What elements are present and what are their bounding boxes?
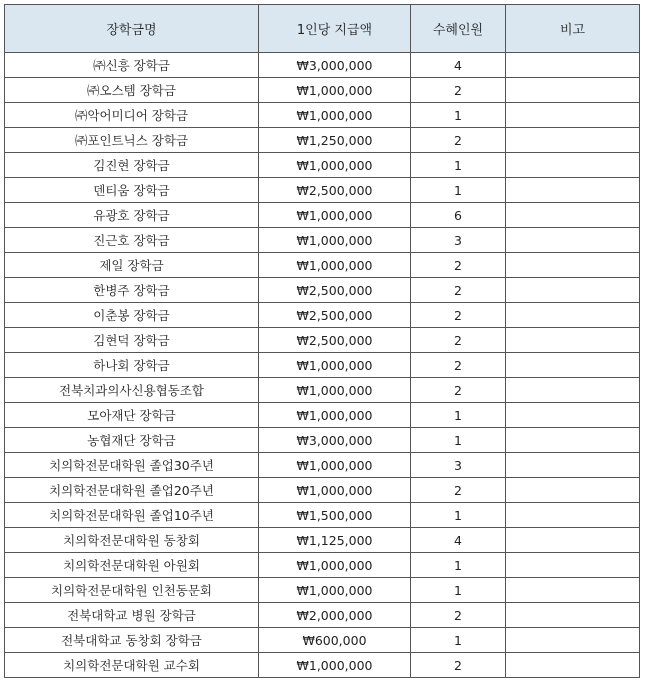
table-body: [5, 53, 640, 678]
cell-scholarship-name: 하나회 장학금: [5, 353, 259, 378]
cell-scholarship-name: ㈜악어미디어 장학금: [5, 103, 259, 128]
cell-recipients: 1: [411, 153, 506, 178]
table-row: [5, 53, 640, 78]
cell-note: [506, 403, 640, 428]
cell-scholarship-name: 이춘봉 장학금: [5, 303, 259, 328]
cell-note: [506, 453, 640, 478]
cell-note: [506, 153, 640, 178]
cell-recipients: 2: [411, 478, 506, 503]
cell-recipients: 1: [411, 103, 506, 128]
cell-recipients: 2: [411, 253, 506, 278]
cell-recipients: 2: [411, 378, 506, 403]
table-row: [5, 653, 640, 678]
cell-note: [506, 378, 640, 403]
cell-scholarship-name: 치의학전문대학원 동창회: [5, 528, 259, 553]
cell-note: [506, 528, 640, 553]
cell-amount: ₩2,500,000: [259, 278, 411, 303]
cell-recipients: 6: [411, 203, 506, 228]
cell-note: [506, 553, 640, 578]
cell-amount: ₩3,000,000: [259, 428, 411, 453]
cell-amount: ₩1,000,000: [259, 78, 411, 103]
cell-recipients: 2: [411, 303, 506, 328]
cell-scholarship-name: 전북대학교 병원 장학금: [5, 603, 259, 628]
table-row: [5, 203, 640, 228]
table-row: [5, 328, 640, 353]
cell-scholarship-name: 제일 장학금: [5, 253, 259, 278]
table-row: [5, 603, 640, 628]
cell-note: [506, 628, 640, 653]
cell-recipients: 1: [411, 553, 506, 578]
cell-recipients: 3: [411, 453, 506, 478]
cell-note: [506, 128, 640, 153]
cell-amount: ₩1,000,000: [259, 103, 411, 128]
cell-recipients: 1: [411, 578, 506, 603]
cell-scholarship-name: 치의학전문대학원 졸업30주년: [5, 453, 259, 478]
table-row: [5, 253, 640, 278]
cell-amount: ₩1,125,000: [259, 528, 411, 553]
cell-scholarship-name: 전북치과의사신용협동조합: [5, 378, 259, 403]
scholarship-table: [4, 4, 640, 678]
cell-scholarship-name: 치의학전문대학원 인천동문회: [5, 578, 259, 603]
table-row: [5, 478, 640, 503]
cell-amount: ₩1,000,000: [259, 478, 411, 503]
cell-note: [506, 228, 640, 253]
header-note: 비고: [506, 5, 640, 53]
table-row: [5, 228, 640, 253]
cell-amount: ₩1,500,000: [259, 503, 411, 528]
cell-scholarship-name: 덴티움 장학금: [5, 178, 259, 203]
cell-amount: ₩2,500,000: [259, 328, 411, 353]
cell-recipients: 2: [411, 603, 506, 628]
table-row: [5, 278, 640, 303]
cell-amount: ₩1,000,000: [259, 453, 411, 478]
table-row: [5, 103, 640, 128]
cell-scholarship-name: 치의학전문대학원 아원회: [5, 553, 259, 578]
cell-recipients: 4: [411, 53, 506, 78]
cell-recipients: 4: [411, 528, 506, 553]
cell-scholarship-name: ㈜신흥 장학금: [5, 53, 259, 78]
table-row: [5, 553, 640, 578]
cell-amount: ₩1,000,000: [259, 378, 411, 403]
cell-amount: ₩1,000,000: [259, 553, 411, 578]
table-row: [5, 153, 640, 178]
cell-recipients: 2: [411, 278, 506, 303]
cell-scholarship-name: 유광호 장학금: [5, 203, 259, 228]
table-row: [5, 128, 640, 153]
cell-note: [506, 478, 640, 503]
cell-recipients: 2: [411, 328, 506, 353]
table-row: [5, 503, 640, 528]
cell-scholarship-name: 치의학전문대학원 졸업10주년: [5, 503, 259, 528]
cell-recipients: 2: [411, 78, 506, 103]
table-row: [5, 578, 640, 603]
cell-note: [506, 103, 640, 128]
cell-scholarship-name: 한병주 장학금: [5, 278, 259, 303]
cell-scholarship-name: 농협재단 장학금: [5, 428, 259, 453]
cell-scholarship-name: 진근호 장학금: [5, 228, 259, 253]
cell-amount: ₩1,250,000: [259, 128, 411, 153]
cell-scholarship-name: 치의학전문대학원 교수회: [5, 653, 259, 678]
table-row: [5, 528, 640, 553]
cell-note: [506, 203, 640, 228]
cell-note: [506, 253, 640, 278]
cell-amount: ₩1,000,000: [259, 578, 411, 603]
cell-recipients: 2: [411, 353, 506, 378]
cell-scholarship-name: 치의학전문대학원 졸업20주년: [5, 478, 259, 503]
table-row: [5, 403, 640, 428]
cell-note: [506, 653, 640, 678]
cell-amount: ₩2,000,000: [259, 603, 411, 628]
table-header: [5, 5, 640, 53]
cell-note: [506, 303, 640, 328]
cell-note: [506, 78, 640, 103]
header-scholarship-name: 장학금명: [5, 5, 259, 53]
table-row: [5, 453, 640, 478]
cell-note: [506, 278, 640, 303]
table-row: [5, 178, 640, 203]
table-row: [5, 428, 640, 453]
cell-amount: ₩1,000,000: [259, 653, 411, 678]
cell-recipients: 1: [411, 503, 506, 528]
table-row: [5, 303, 640, 328]
table-row: [5, 353, 640, 378]
cell-scholarship-name: 전북대학교 동창회 장학금: [5, 628, 259, 653]
cell-recipients: 1: [411, 178, 506, 203]
cell-amount: ₩600,000: [259, 628, 411, 653]
cell-note: [506, 603, 640, 628]
cell-note: [506, 328, 640, 353]
cell-amount: ₩1,000,000: [259, 228, 411, 253]
cell-recipients: 1: [411, 428, 506, 453]
cell-scholarship-name: ㈜포인트닉스 장학금: [5, 128, 259, 153]
cell-scholarship-name: ㈜오스템 장학금: [5, 78, 259, 103]
header-recipients: 수혜인원: [411, 5, 506, 53]
cell-note: [506, 428, 640, 453]
cell-amount: ₩1,000,000: [259, 153, 411, 178]
cell-amount: ₩1,000,000: [259, 353, 411, 378]
cell-note: [506, 578, 640, 603]
cell-scholarship-name: 김진현 장학금: [5, 153, 259, 178]
cell-note: [506, 503, 640, 528]
cell-amount: ₩2,500,000: [259, 178, 411, 203]
cell-recipients: 1: [411, 628, 506, 653]
cell-recipients: 3: [411, 228, 506, 253]
header-row: [5, 5, 640, 53]
cell-recipients: 1: [411, 403, 506, 428]
cell-scholarship-name: 모아재단 장학금: [5, 403, 259, 428]
header-amount-per-person: 1인당 지급액: [259, 5, 411, 53]
cell-note: [506, 53, 640, 78]
cell-amount: ₩2,500,000: [259, 303, 411, 328]
cell-amount: ₩1,000,000: [259, 253, 411, 278]
cell-recipients: 2: [411, 128, 506, 153]
cell-amount: ₩1,000,000: [259, 203, 411, 228]
cell-scholarship-name: 김현덕 장학금: [5, 328, 259, 353]
cell-amount: ₩3,000,000: [259, 53, 411, 78]
table-row: [5, 628, 640, 653]
cell-amount: ₩1,000,000: [259, 403, 411, 428]
table-row: [5, 78, 640, 103]
cell-note: [506, 178, 640, 203]
cell-recipients: 2: [411, 653, 506, 678]
cell-note: [506, 353, 640, 378]
table-row: [5, 378, 640, 403]
